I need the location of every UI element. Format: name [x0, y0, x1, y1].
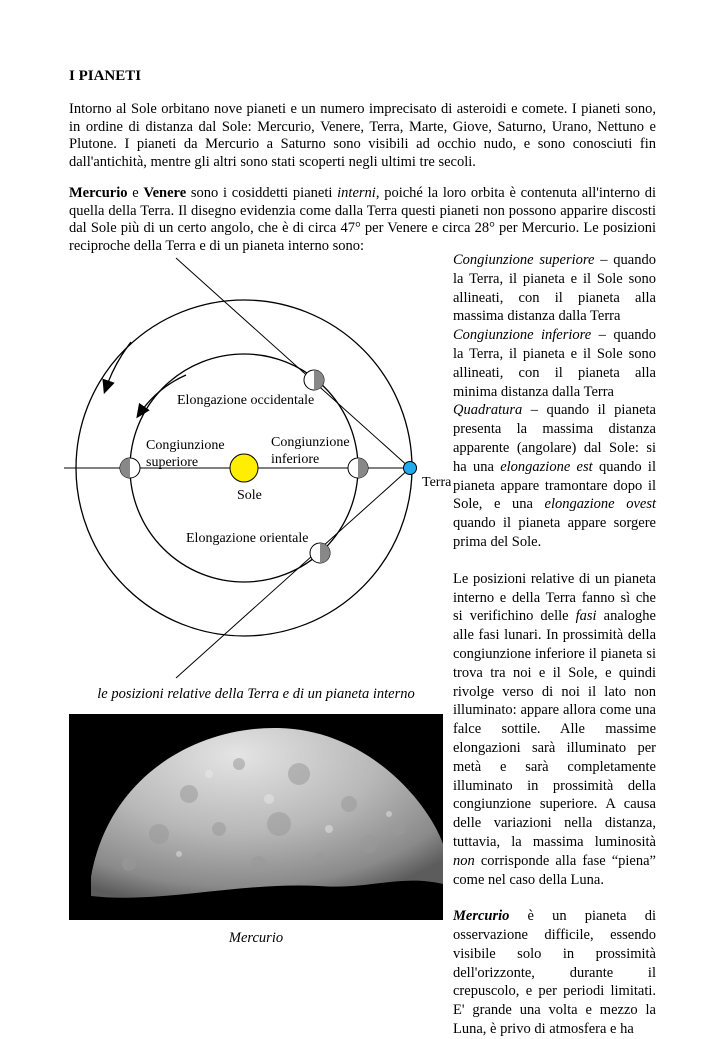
term-interni: interni [337, 185, 376, 201]
orbit-diagram [58, 250, 458, 690]
label-congiunzione-superiore-2: superiore [146, 455, 199, 470]
label-terra: Terra [422, 475, 452, 490]
sun [230, 454, 258, 482]
planet-superior-conjunction [120, 458, 140, 478]
mercury-photo [69, 714, 443, 920]
label-congiunzione-inferiore-2: inferiore [271, 452, 320, 467]
label-elongazione-orientale: Elongazione orientale [186, 531, 309, 546]
term-venere: Venere [143, 185, 187, 201]
label-congiunzione-inferiore-1: Congiunzione [271, 435, 350, 450]
phases-paragraph: Le posizioni relative di un pianeta interno e della Terra fanno sì che si verifichino delle fasi analoghe alle fasi lunari. In prossimità della congiunzione inferiore il pianeta si trova tra noi e il Sole, e quindi rivolge verso di noi il lato non illuminato: appare allora come una falce sottile. Alle massime elongazioni sarà illuminato per metà e sarà completamente illuminato in prossimità della congiunzione superiore. A causa delle variazioni nella distanza, tuttavia, la massima luminosità non corrisponde alla fase “piena” come nel caso della Luna. [453, 570, 656, 888]
term-mercurio: Mercurio [69, 185, 128, 201]
intro-paragraph: Intorno al Sole orbitano nove pianeti e un numero imprecisato di asteroidi e comete. I pianeti sono, in ordine di distanza dal Sole: Mercurio, Venere, Terra, Marte, Giove, Saturno, Urano, Nettuno e Plutone. I pianeti da Mercurio a Saturno sono visibili ad occhio nudo, e sono conosciuti fin dall'antichità, mentre gli altri sono stati scoperti negli ultimi tre secoli. [69, 101, 656, 170]
label-sole: Sole [237, 488, 262, 503]
planet-inferior-conjunction [348, 458, 368, 478]
page-title: I PIANETI [69, 68, 142, 84]
definitions-paragraph: Congiunzione superiore – quando la Terra, il pianeta e il Sole sono allineati, con il pianeta alla massima distanza dalla Terra Congiunzione inferiore – quando la Terra, il pianeta e il Sole sono allineati, con il pianeta alla minima distanza dalla Terra Quadratura – quando il pianeta presenta la massima distanza apparente (angolare) dal Sole: si ha una elongazione est quando il pianeta appare tramontare dopo il Sole, e una elongazione ovest quando il pianeta appare sorgere prima del Sole. [453, 252, 657, 550]
mercury-paragraph: Mercurio è un pianeta di osservazione difficile, essendo visibile solo in prossimità dell'orizzonte, durante il crepuscolo, e per periodi limitati. E' grande una volta e mezzo la Luna, è privo di atmosfera e ha [453, 908, 656, 1038]
planet-eastern-elongation [310, 543, 330, 563]
earth [404, 462, 417, 475]
label-elongazione-occidentale: Elongazione occidentale [177, 393, 315, 408]
inner-planets-paragraph: Mercurio e Venere sono i cosiddetti pianeti interni, poiché la loro orbita è contenuta all'interno di quella della Terra. Il disegno evidenzia come dalla Terra questi pianeti non possono apparire discosti dal Sole più di un certo angolo, che è di circa 47° per Venere e circa 28° per Mercurio. Le posizioni reciproche della Terra e di un pianeta interno sono: [69, 185, 656, 254]
planet-western-elongation [304, 370, 324, 390]
orbit-direction-arrow-outer [106, 342, 131, 388]
mercury-image [69, 714, 443, 920]
diagram-caption: le posizioni relative della Terra e di un pianeta interno [97, 686, 415, 702]
label-congiunzione-superiore-1: Congiunzione [146, 438, 225, 453]
right-column [453, 251, 656, 1039]
photo-caption: Mercurio [228, 930, 284, 946]
